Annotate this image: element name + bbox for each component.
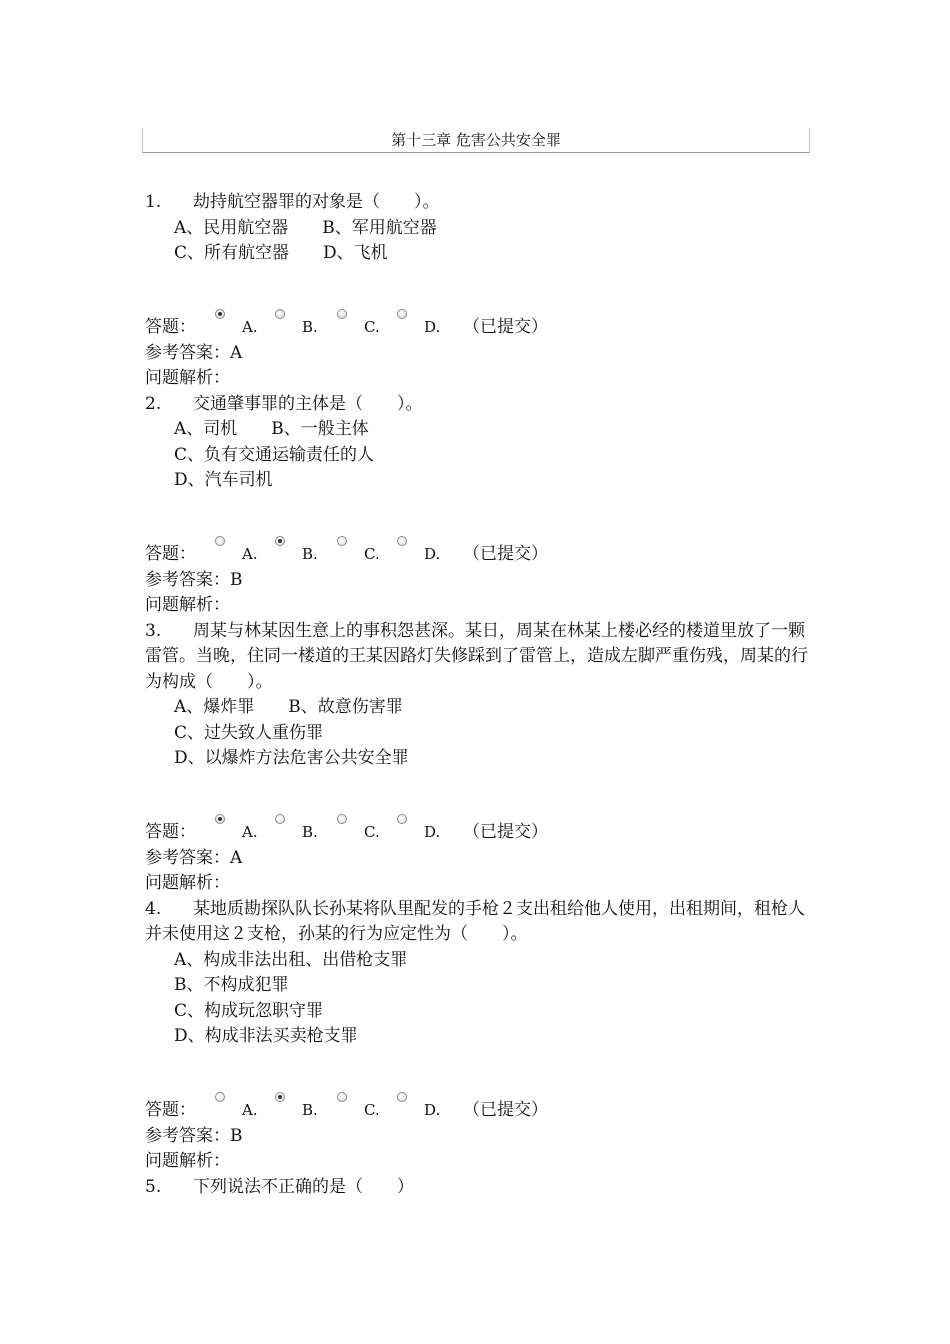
analysis-label: 问题解析： <box>145 873 230 893</box>
radio-button[interactable] <box>397 309 407 319</box>
choice-letter: A. <box>242 317 258 336</box>
reference-answer <box>145 341 810 367</box>
answer-label: 答题： <box>145 1099 196 1120</box>
choice-letter: C. <box>364 317 380 336</box>
option-line: C、过失致人重伤罪 <box>174 722 324 743</box>
choice-letter: B. <box>302 822 318 841</box>
answer-row <box>145 536 810 564</box>
analysis-label: 问题解析： <box>145 1151 230 1171</box>
reference-answer-value: A <box>230 342 243 363</box>
choice-letter: A. <box>242 1100 258 1119</box>
radio-button[interactable] <box>275 814 285 824</box>
option-line: C、构成玩忽职守罪 <box>174 1000 324 1021</box>
question-text: 下列说法不正确的是（ ） <box>193 1176 414 1197</box>
question-block <box>145 619 810 897</box>
reference-answer <box>145 568 810 594</box>
radio-button[interactable] <box>275 1092 285 1102</box>
question-block <box>145 190 810 392</box>
option-line: B、不构成犯罪 <box>174 975 289 995</box>
reference-answer-label: 参考答案： <box>145 569 230 590</box>
answer-label: 答题： <box>145 821 196 842</box>
question-block <box>145 897 810 1175</box>
submitted-status: （已提交） <box>463 316 548 337</box>
choice-letter: D. <box>424 544 441 563</box>
submitted-status: （已提交） <box>463 821 548 842</box>
radio-button[interactable] <box>397 536 407 546</box>
option-line: A、构成非法出租、出借枪支罪 <box>174 949 408 970</box>
question-text: 交通肇事罪的主体是（ ）。 <box>193 393 423 414</box>
question-stem <box>145 1175 810 1201</box>
choice-letter: C. <box>364 822 380 841</box>
reference-answer <box>145 1124 810 1150</box>
answer-row <box>145 309 810 337</box>
answer-label: 答题： <box>145 316 196 337</box>
question-list <box>145 190 810 1200</box>
question-number: 3. <box>145 620 162 641</box>
choice-letter: D. <box>424 822 441 841</box>
submitted-status: （已提交） <box>463 543 548 564</box>
reference-answer-value: B <box>230 569 243 590</box>
question-text: 周某与林某因生意上的事积怨甚深。某日，周某在林某上楼必经的楼道里放了一颗雷管。当晚，住同一楼道的王某因路灯失修踩到了雷管上，造成左脚严重伤残，周某的行为构成（ ）。 <box>145 620 808 692</box>
chapter-title: 第十三章 危害公共安全罪 <box>142 128 810 153</box>
answer-row <box>145 1092 810 1120</box>
question-block <box>145 1175 810 1201</box>
question-stem <box>145 190 810 216</box>
radio-button[interactable] <box>337 814 347 824</box>
question-number: 2. <box>145 393 162 414</box>
question-stem <box>145 619 810 696</box>
reference-answer-label: 参考答案： <box>145 1125 230 1146</box>
option-line: D、构成非法买卖枪支罪 <box>174 1026 358 1046</box>
choice-letter: D. <box>424 317 441 336</box>
reference-answer-value: B <box>230 1125 243 1146</box>
choice-letter: C. <box>364 1100 380 1119</box>
radio-button[interactable] <box>337 536 347 546</box>
choice-letter: C. <box>364 544 380 563</box>
option-line: A、爆炸罪 B、故意伤害罪 <box>174 697 403 717</box>
question-stem <box>145 392 810 418</box>
choice-letter: D. <box>424 1100 441 1119</box>
option-line: D、以爆炸方法危害公共安全罪 <box>174 748 409 768</box>
option-line: D、汽车司机 <box>174 470 273 490</box>
reference-answer-value: A <box>230 847 243 868</box>
question-number: 1. <box>145 192 162 212</box>
option-line: C、负有交通运输责任的人 <box>174 444 375 465</box>
reference-answer <box>145 846 810 872</box>
question-text: 劫持航空器罪的对象是（ ）。 <box>193 192 440 212</box>
choice-letter: B. <box>302 1100 318 1119</box>
reference-answer-label: 参考答案： <box>145 342 230 363</box>
radio-button[interactable] <box>275 536 285 546</box>
reference-answer-label: 参考答案： <box>145 847 230 868</box>
option-line: C、所有航空器 D、飞机 <box>174 243 388 263</box>
question-number: 5. <box>145 1176 162 1197</box>
radio-button[interactable] <box>275 309 285 319</box>
question-text: 某地质勘探队队长孙某将队里配发的手枪２支出租给他人使用，出租期间，租枪人并未使用这２支枪，孙某的行为应定性为（ ）。 <box>145 898 805 944</box>
radio-button[interactable] <box>215 814 225 824</box>
analysis-label: 问题解析： <box>145 595 230 615</box>
answer-label: 答题： <box>145 543 196 564</box>
radio-button[interactable] <box>337 1092 347 1102</box>
choice-letter: B. <box>302 317 318 336</box>
choice-letter: A. <box>242 822 258 841</box>
radio-button[interactable] <box>215 1092 225 1102</box>
radio-button[interactable] <box>215 309 225 319</box>
choice-letter: B. <box>302 544 318 563</box>
option-line: A、司机 B、一般主体 <box>174 419 369 439</box>
question-stem <box>145 897 810 948</box>
option-line: A、民用航空器 B、军用航空器 <box>174 217 437 238</box>
radio-button[interactable] <box>397 814 407 824</box>
answer-row <box>145 814 810 842</box>
analysis-label: 问题解析： <box>145 368 230 388</box>
choice-letter: A. <box>242 544 258 563</box>
question-block <box>145 392 810 619</box>
radio-button[interactable] <box>215 536 225 546</box>
radio-button[interactable] <box>397 1092 407 1102</box>
submitted-status: （已提交） <box>463 1099 548 1120</box>
question-number: 4. <box>145 898 162 919</box>
radio-button[interactable] <box>337 309 347 319</box>
